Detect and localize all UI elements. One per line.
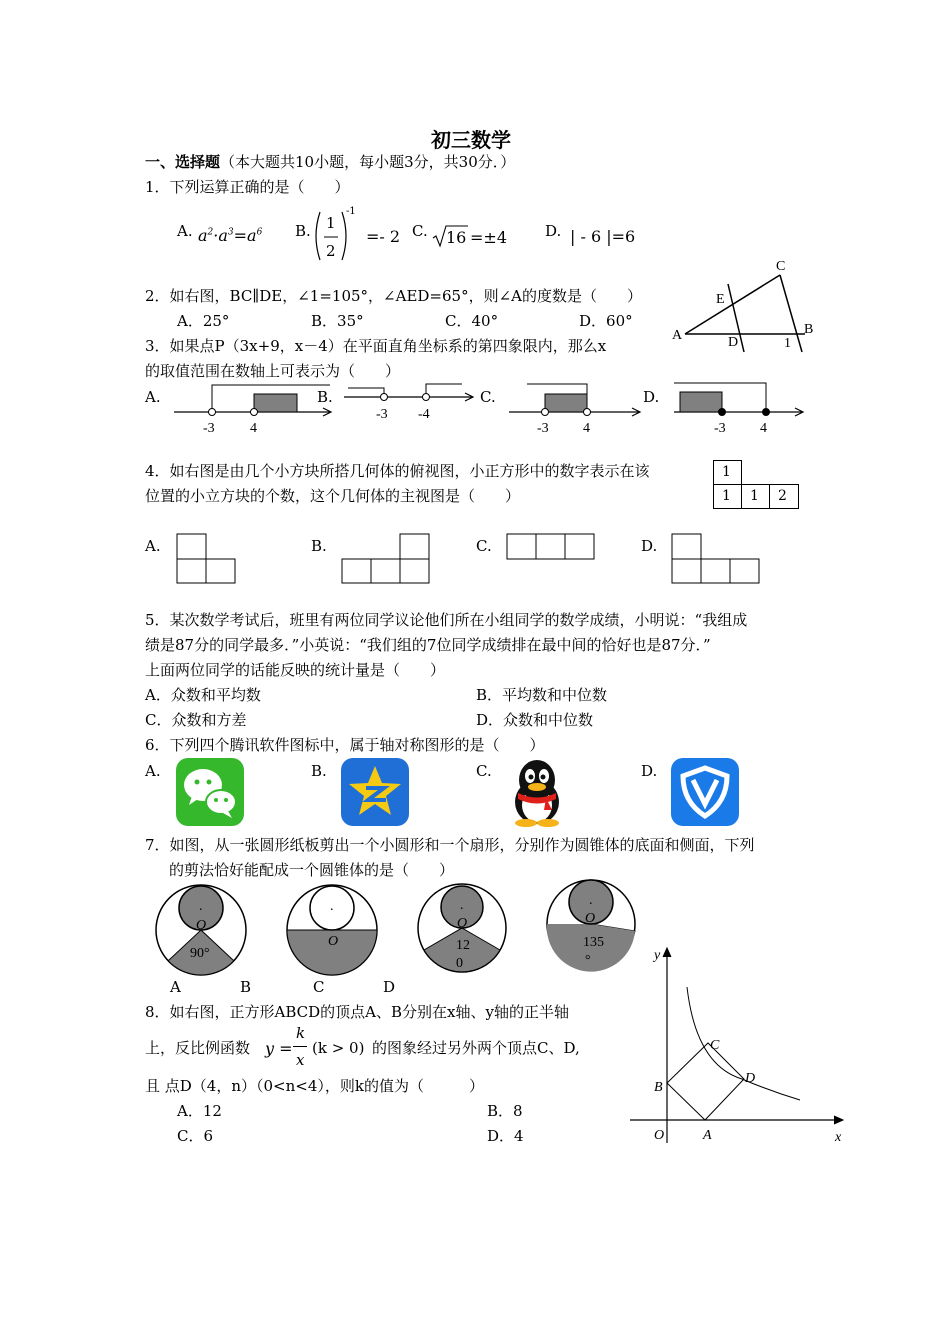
q8-coordinate-figure xyxy=(630,945,850,1145)
q5-option-a: A．众数和平均数 xyxy=(145,686,261,704)
q1-option-c-radicand: 16 xyxy=(446,228,467,247)
q7-d-dot: . xyxy=(589,893,593,908)
q2-label-d: D xyxy=(728,335,739,350)
q1-option-d: | - 6 |=6 xyxy=(570,227,636,246)
q6-label-c: C. xyxy=(476,762,492,780)
q3-c-tick-2: 4 xyxy=(583,421,590,436)
q8-origin-label: O xyxy=(654,1128,665,1143)
q2-option-b: B．35° xyxy=(311,312,364,330)
q8-func-x: x xyxy=(296,1051,305,1069)
q5-option-c: C．众数和方差 xyxy=(145,711,247,729)
q7-figure-a xyxy=(155,883,250,978)
q7-c-dot: . xyxy=(460,898,464,913)
q5-option-d: D．众数和中位数 xyxy=(476,711,594,729)
q3-a-tick-1: -3 xyxy=(203,421,215,436)
q7-c-center: O xyxy=(457,916,468,931)
q7-label-a: A xyxy=(170,978,181,996)
q1-frac-num: 1 xyxy=(326,214,336,232)
q7-label-c: C xyxy=(313,978,325,996)
q2-label-b: B xyxy=(804,322,814,337)
q8-line2a: 上，反比例函数 xyxy=(145,1039,251,1057)
q3-numberline-c xyxy=(505,380,645,440)
q1-frac-exp: -1 xyxy=(346,206,356,217)
q4-line1: 4．如右图是由几个小方块所搭几何体的俯视图，小正方形中的数字表示在该 xyxy=(145,462,650,480)
q8-func-k: k xyxy=(296,1024,306,1042)
q3-line2: 的取值范围在数轴上可表示为（ ） xyxy=(145,362,401,380)
q6-label-a: A. xyxy=(145,762,161,780)
section-heading xyxy=(145,152,515,172)
q8-func-y: y = xyxy=(265,1039,293,1058)
q5-line2: 绩是87分的同学最多．”小英说：“我们组的7位同学成绩排在最中间的恰好也是87分．” xyxy=(145,636,711,654)
q8-x-axis-label: x xyxy=(835,1130,842,1145)
q3-c-tick-1: -3 xyxy=(537,421,549,436)
q4-option-a-view xyxy=(176,533,238,585)
q6-label-d: D. xyxy=(641,762,658,780)
q8-func-cond: (k > 0) xyxy=(312,1039,365,1057)
q8-point-a-label: A xyxy=(703,1128,712,1143)
q7-label-b: B xyxy=(240,978,252,996)
q1-label-c: C. xyxy=(412,222,428,240)
q8-option-a: A．12 xyxy=(177,1102,222,1120)
q3-label-a: A. xyxy=(145,388,161,406)
q4-label-a: A. xyxy=(145,537,161,555)
q4-grid-cell: 1 xyxy=(713,484,742,509)
q1-label-d: D. xyxy=(545,222,562,240)
q1-stem: 1．下列运算正确的是（ ） xyxy=(145,178,350,196)
q8-line3: 且 点D（4，n）（0<n<4），则k的值为（ ） xyxy=(145,1077,484,1095)
q8-option-d: D．4 xyxy=(487,1127,524,1145)
q4-grid-cell-top: 1 xyxy=(713,460,742,485)
q4-grid-cell: 2 xyxy=(769,484,799,509)
q3-b-tick-2: -4 xyxy=(418,407,430,422)
q6-stem: 6．下列四个腾讯软件图标中，属于轴对称图形的是（ ） xyxy=(145,736,545,754)
q8-point-b-label: B xyxy=(654,1080,663,1095)
q7-a-dot: . xyxy=(199,899,203,914)
q1-label-b: B. xyxy=(295,222,311,240)
q4-grid-cell: 1 xyxy=(741,484,770,509)
q2-option-a: A．25° xyxy=(177,312,230,330)
q3-d-tick-2: 4 xyxy=(760,421,767,436)
q5-option-b: B．平均数和中位数 xyxy=(476,686,608,704)
q7-b-dot: . xyxy=(330,899,334,914)
section-note: （本大题共10小题，每小题3分，共30分．） xyxy=(220,153,516,171)
section-label: 一、选择题 xyxy=(145,153,221,171)
q3-numberline-b xyxy=(340,380,480,440)
q3-label-c: C. xyxy=(480,388,496,406)
page-title: 初三数学 xyxy=(431,128,511,152)
q1-label-a: A. xyxy=(177,222,193,240)
q2-label-e: E xyxy=(716,292,725,307)
q4-label-b: B. xyxy=(311,537,327,555)
q8-option-c: C．6 xyxy=(177,1127,214,1145)
q7-line2: 的剪法恰好能配成一个圆锥体的是（ ） xyxy=(169,861,455,879)
q5-line3: 上面两位同学的话能反映的统计量是（ ） xyxy=(145,661,446,679)
q8-line1: 8．如右图，正方形ABCD的顶点A、B分别在x轴、y轴的正半轴 xyxy=(145,1003,569,1021)
q7-c-angle-extra: 0 xyxy=(456,956,463,971)
q3-label-d: D. xyxy=(643,388,660,406)
q2-option-c: C．40° xyxy=(445,312,499,330)
q3-label-b: B. xyxy=(317,388,333,406)
q8-y-axis-label: y xyxy=(654,948,661,963)
q2-stem: 2．如右图，BC∥DE，∠1=105°，∠AED=65°，则∠A的度数是（ ） xyxy=(145,287,642,305)
q3-numberline-a xyxy=(170,380,340,440)
q1-option-b-rhs: =- 2 xyxy=(366,227,401,246)
q3-d-tick-1: -3 xyxy=(714,421,726,436)
q3-line1: 3．如果点P（3x+9，x－4）在平面直角坐标系的第四象限内，那么x xyxy=(145,337,607,355)
q2-label-c: C xyxy=(776,259,786,274)
q8-option-b: B．8 xyxy=(487,1102,523,1120)
q2-option-d: D．60° xyxy=(579,312,633,330)
q3-numberline-d xyxy=(670,380,810,440)
tencent-security-icon xyxy=(671,758,739,826)
q1-frac-den: 2 xyxy=(326,242,336,260)
q7-b-center: O xyxy=(328,934,339,949)
q4-label-c: C. xyxy=(476,537,492,555)
q8-point-d-label: D xyxy=(745,1071,756,1086)
q2-label-a: A xyxy=(672,328,683,343)
q4-option-c-view xyxy=(506,533,596,563)
q7-d-center: O xyxy=(585,911,596,926)
q7-c-angle: 12 xyxy=(456,938,470,953)
q1-option-c-rhs: =±4 xyxy=(470,228,507,247)
q6-label-b: B. xyxy=(311,762,327,780)
qzone-icon xyxy=(341,758,409,826)
q2-label-1: 1 xyxy=(784,336,791,351)
q4-option-d-view xyxy=(671,533,761,585)
q7-figure-b xyxy=(285,883,380,978)
q7-d-angle: 135 xyxy=(583,935,604,950)
q4-label-d: D. xyxy=(641,537,658,555)
q8-line2b: 的图象经过另外两个顶点C、D, xyxy=(372,1039,580,1057)
q7-line1: 7．如图，从一张圆形纸板剪出一个小圆形和一个扇形，分别作为圆锥体的底面和侧面，下列 xyxy=(145,836,755,854)
q3-b-tick-1: -3 xyxy=(376,407,388,422)
q7-d-angle-extra: ° xyxy=(585,953,591,968)
q4-line2: 位置的小立方块的个数，这个几何体的主视图是（ ） xyxy=(145,487,521,505)
q8-point-c-label: C xyxy=(710,1038,720,1053)
q4-option-b-view xyxy=(341,533,431,585)
q7-figure-d xyxy=(545,878,640,973)
q7-a-angle: 90° xyxy=(190,946,210,961)
q8-fraction-bar xyxy=(293,1046,307,1047)
q5-line1: 5．某次数学考试后，班里有两位同学议论他们所在小组同学的数学成绩，小明说：“我组成 xyxy=(145,611,748,629)
q3-a-tick-2: 4 xyxy=(250,421,257,436)
wechat-icon xyxy=(176,758,244,826)
qq-icon xyxy=(506,758,568,826)
q7-a-center: O xyxy=(196,918,207,933)
q1-option-a: $a^2\cdot a^3=a^6$ xyxy=(198,226,263,245)
q7-figure-c xyxy=(415,883,510,978)
q7-label-d: D xyxy=(383,978,396,996)
q2-triangle-figure xyxy=(670,255,820,355)
